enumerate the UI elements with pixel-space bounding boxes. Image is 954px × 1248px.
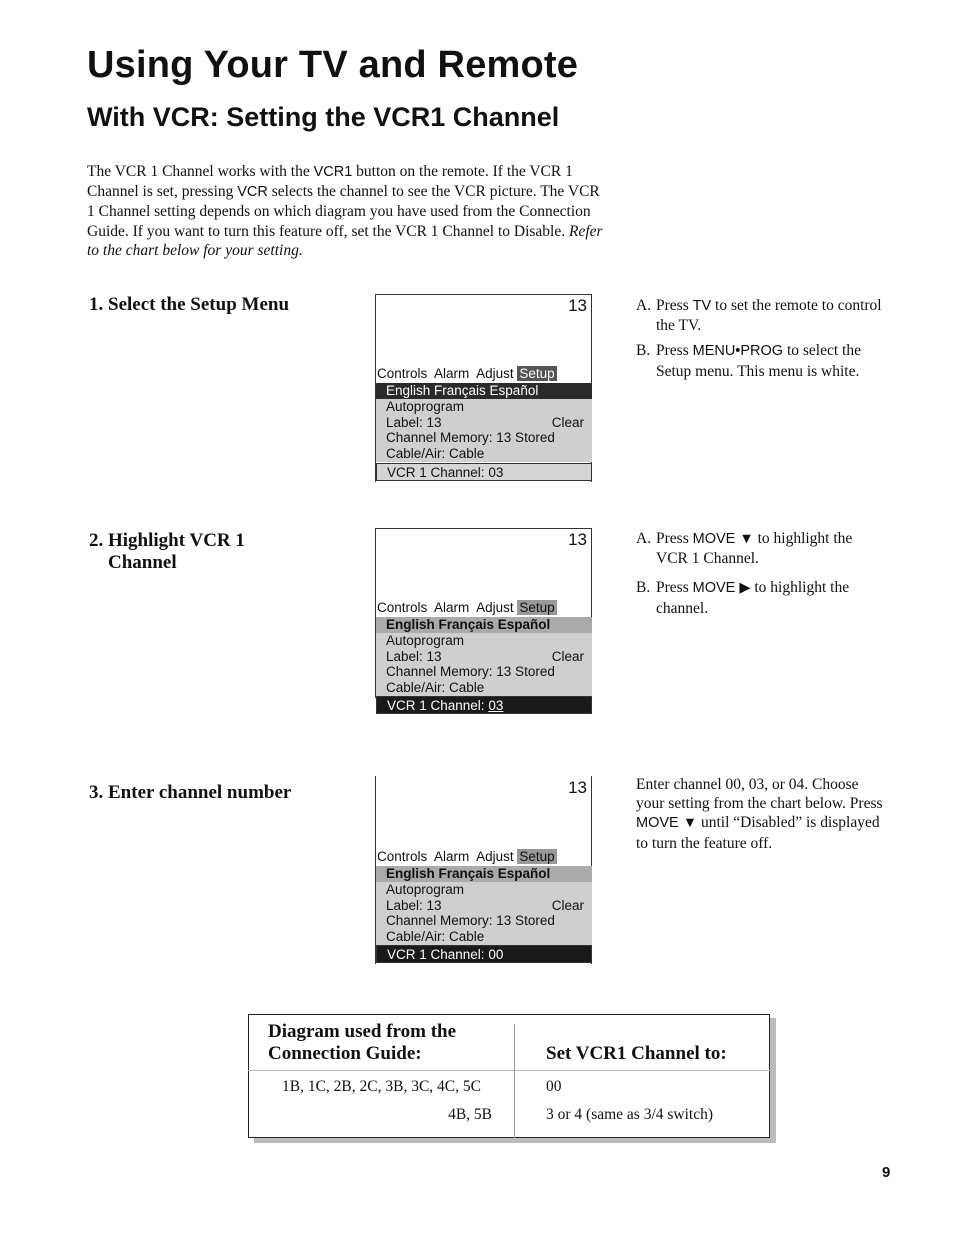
- page-number: 9: [882, 1164, 891, 1181]
- menu-bar: Controls Alarm Adjust Setup: [377, 600, 555, 615]
- vcr1-channel-row-highlighted: VCR 1 Channel: 03: [376, 696, 592, 714]
- menu-bar: Controls Alarm Adjust Setup: [377, 366, 555, 381]
- step-1-tv-screen: [375, 294, 592, 482]
- chart-cell-diagram: 4B, 5B: [448, 1106, 492, 1123]
- step-2-heading: 2. Highlight VCR 1 Channel: [89, 530, 245, 573]
- menu-row-label: Label: 13 Clear: [386, 648, 584, 664]
- setup-menu-selected: Setup: [519, 366, 555, 381]
- menu-row-autoprogram: Autoprogram: [386, 881, 465, 897]
- menu-row-cable-air: Cable/Air: Cable: [386, 929, 485, 945]
- language-row: English Français Español: [376, 383, 592, 399]
- menu-row-channel-memory: Channel Memory: 13 Stored: [386, 430, 555, 446]
- setup-menu-selected: Setup: [519, 600, 555, 615]
- step-3-instructions: Enter channel 00, 03, or 04. Choose your setting from the chart below. Press MOVE ▼ until “Disabled” is displayed to turn the feature off.: [636, 776, 883, 852]
- step-1-heading: 1. Select the Setup Menu: [89, 294, 290, 315]
- menu-row-label: Label: 13 Clear: [386, 897, 584, 913]
- chart-header-setting: Set VCR1 Channel to:: [546, 1043, 727, 1064]
- setup-menu-selected: Setup: [519, 849, 555, 864]
- step-1-instructions: [636, 296, 886, 387]
- section-title: With VCR: Setting the VCR1 Channel: [87, 102, 560, 132]
- page-title: Using Your TV and Remote: [87, 44, 579, 86]
- vcr1-channel-row-highlighted: VCR 1 Channel: 00: [376, 945, 592, 963]
- step-2-instructions: [636, 529, 886, 624]
- language-row: English Français Español: [376, 866, 592, 882]
- chart-header-diagram: Diagram used from the Connection Guide:: [268, 1021, 457, 1064]
- menu-bar: Controls Alarm Adjust Setup: [377, 849, 555, 864]
- channel-number: 13: [568, 778, 587, 797]
- step-3-tv-screen: [375, 776, 592, 964]
- menu-row-channel-memory: Channel Memory: 13 Stored: [386, 664, 555, 680]
- vcr1-channel-row: VCR 1 Channel: 03: [376, 463, 592, 481]
- chart-cell-diagram: 1B, 1C, 2B, 2C, 3B, 3C, 4C, 5C: [282, 1078, 481, 1095]
- chart-cell-setting: 3 or 4 (same as 3/4 switch): [546, 1106, 714, 1123]
- step-3-heading: 3. Enter channel number: [89, 782, 292, 803]
- menu-row-autoprogram: Autoprogram: [386, 398, 465, 414]
- chart-cell-setting: 00: [546, 1078, 562, 1095]
- instruction-item: B. Press MOVE ▶ to highlight the channel.: [636, 579, 850, 617]
- menu-row-cable-air: Cable/Air: Cable: [386, 446, 485, 462]
- step-2-tv-screen: [375, 528, 592, 716]
- language-row: English Français Español: [376, 617, 592, 633]
- menu-row-cable-air: Cable/Air: Cable: [386, 680, 485, 696]
- menu-row-channel-memory: Channel Memory: 13 Stored: [386, 913, 555, 929]
- intro-paragraph: The VCR 1 Channel works with the VCR1 button on the remote. If the VCR 1 Channel is set, pressing VCR selects the channel to see the VCR picture. The VCR 1 Channel setting depends on which diagram you have used from the Connection Guide. If you want to turn this feature off, set the VCR 1 Channel to Disable. Refer to the chart below for your setting.: [87, 163, 603, 259]
- menu-row-autoprogram: Autoprogram: [386, 632, 465, 648]
- menu-row-label: Label: 13 Clear: [386, 414, 584, 430]
- channel-number: 13: [568, 296, 587, 315]
- vcr1-channel-chart: [248, 1014, 776, 1142]
- instruction-item: B. Press MENU•PROG to select the Setup menu. This menu is white.: [636, 342, 861, 380]
- channel-number: 13: [568, 530, 587, 549]
- instruction-item: A. Press TV to set the remote to control the TV.: [636, 297, 882, 335]
- instruction-item: A. Press MOVE ▼ to highlight the VCR 1 Channel.: [636, 530, 853, 568]
